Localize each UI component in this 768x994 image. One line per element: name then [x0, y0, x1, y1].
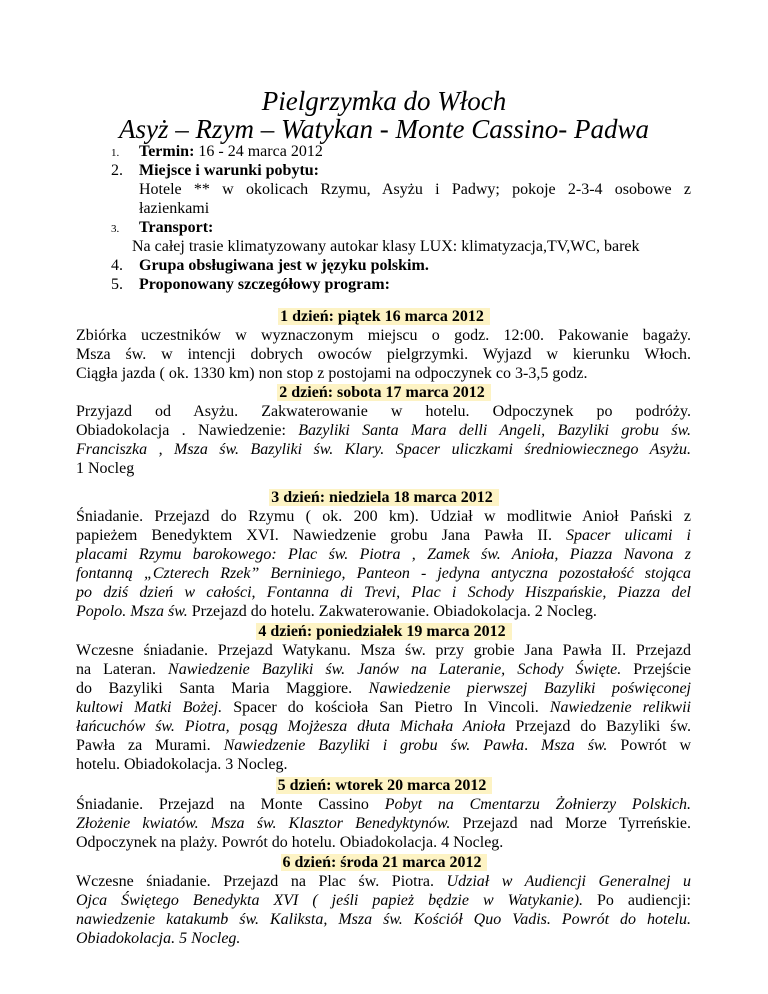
term-item — [139, 142, 323, 161]
day-5-line: Odpoczynek na plaży. Powrót do hotelu. Obiadokolacja. 4 Nocleg. — [76, 834, 504, 851]
day-6-line: Ojca Świętego Benedykta XVI ( jeśli papież będzie w Watykanie). Po audiencji: — [76, 892, 692, 909]
day-4-line: do Bazyliki Santa Maria Maggiore. Nawiedzenie pierwszej Bazyliki poświęconej — [76, 680, 691, 697]
day-3-heading: 3 dzień: niedziela 18 marca 2012 — [0, 488, 768, 507]
day-6-line: nawiedzenie katakumb św. Kaliksta, Msza św. Kościół Quo Vadis. Powrót do hotelu. — [76, 911, 691, 928]
day-2-line: Obiadokolacja . Nawiedzenie: Bazyliki Santa Mara delli Angeli, Bazyliki grobu św. — [76, 422, 692, 439]
day-4-line: łańcuchów św. Piotra, posąg Mojżesza dłuta Michała Anioła Przejazd do Bazyliki św. — [76, 718, 692, 735]
day-4-line: na Lateran. Nawiedzenie Bazyliki św. Janów na Lateranie, Schody Święte. Przejście — [76, 661, 691, 678]
transport-text: Na całej trasie klimatyzowany autokar klasy LUX: klimatyzacja,TV,WC, barek — [132, 238, 640, 255]
program-text: Proponowany szczegółowy program: — [139, 276, 390, 293]
place-text: Hotele ** w okolicach Rzymu, Asyżu i Padwy; pokoje 2-3-4 osobowe z — [139, 181, 691, 198]
day-4-line: hotelu. Obiadokolacja. 3 Nocleg. — [76, 756, 288, 773]
day-5-line: Śniadanie. Przejazd na Monte Cassino Pobyt na Cmentarzu Żołnierzy Polskich. — [76, 796, 691, 813]
list-number-1: 1. — [111, 147, 120, 159]
day-5-line: Złożenie kwiatów. Msza św. Klasztor Benedyktynów. Przejazd nad Morze Tyrreńskie. — [76, 815, 691, 832]
day-4-heading: 4 dzień: poniedziałek 19 marca 2012 — [0, 622, 768, 641]
group-text: Grupa obsługiwana jest w języku polskim. — [139, 257, 429, 274]
day-4-line: kultowi Matki Bożej. Spacer do kościoła San Pietro In Vincoli. Nawiedzenie relikwii — [76, 699, 691, 716]
day-3-line: Popolo. Msza św. Przejazd do hotelu. Zakwaterowanie. Obiadokolacja. 2 Nocleg. — [76, 603, 597, 620]
day-3-line: Śniadanie. Przejazd do Rzymu ( ok. 200 km). Udział w modlitwie Anioł Pański z — [76, 508, 691, 525]
day-6-heading: 6 dzień: środa 21 marca 2012 — [0, 853, 768, 872]
day-1-line: Msza św. w intencji dobrych owoców pielgrzymki. Wyjazd w kierunku Włoch. — [76, 346, 691, 363]
list-number-5: 5. — [111, 276, 123, 293]
day-1-line: Zbiórka uczestników w wyznaczonym miejscu o godz. 12:00. Pakowanie bagaży. — [76, 327, 691, 344]
day-1-line: Ciągła jazda ( ok. 1330 km) non stop z postojami na odpoczynek co 3-3,5 godz. — [76, 365, 588, 382]
day-5-heading: 5 dzień: wtorek 20 marca 2012 — [0, 776, 768, 795]
place-text-cont: łazienkami — [139, 200, 210, 217]
day-3-line: placami Rzymu barokowego: Plac św. Piotra , Zamek św. Anioła, Piazza Navona z — [76, 546, 691, 563]
day-3-line: po dziś dzień w całości, Fontanna di Trevi, Plac i Schody Hiszpańskie, Piazza del — [76, 584, 691, 601]
day-3-line: fontanną „Czterech Rzek” Berniniego, Panteon - jedyna antyczna pozostałość stojąca — [76, 565, 691, 582]
day-4-line: Wczesne śniadanie. Przejazd Watykanu. Msza św. przy grobie Jana Pawła II. Przejazd — [76, 642, 691, 659]
document-subtitle: Asyż – Rzym – Watykan - Monte Cassino- Padwa — [119, 114, 649, 144]
list-number-3: 3. — [111, 223, 120, 235]
day-3-line: papieżem Benedyktem XVI. Nawiedzenie grobu Jana Pawła II. Spacer ulicami i — [76, 527, 691, 544]
day-4-line: Pawła za Murami. Nawiedzenie Bazyliki i grobu św. Pawła. Msza św. Powrót w — [76, 737, 691, 754]
term-value: 16 - 24 marca 2012 — [194, 143, 323, 160]
day-2-heading: 2 dzień: sobota 17 marca 2012 — [0, 383, 768, 402]
day-2-line: Franciszka , Msza św. Bazyliki św. Klary. Spacer uliczkami średniowiecznego Asyżu. — [76, 441, 691, 458]
document-title: Pielgrzymka do Włoch — [261, 86, 507, 116]
day-6-line: Wczesne śniadanie. Przejazd na Plac św. Piotra. Udział w Audiencji Generalnej u — [76, 873, 692, 890]
place-label: Miejsce i warunki pobytu: — [139, 162, 319, 179]
list-number-4: 4. — [111, 257, 123, 274]
day-2-line: Przyjazd od Asyżu. Zakwaterowanie w hotelu. Odpoczynek po podróży. — [76, 403, 691, 420]
term-label: Termin: — [139, 143, 195, 160]
day-1-heading: 1 dzień: piątek 16 marca 2012 — [0, 307, 768, 326]
transport-label: Transport: — [139, 219, 214, 236]
list-number-2: 2. — [111, 162, 123, 179]
day-2-line: 1 Nocleg — [76, 460, 135, 477]
day-6-line: Obiadokolacja. 5 Nocleg. — [76, 930, 241, 947]
